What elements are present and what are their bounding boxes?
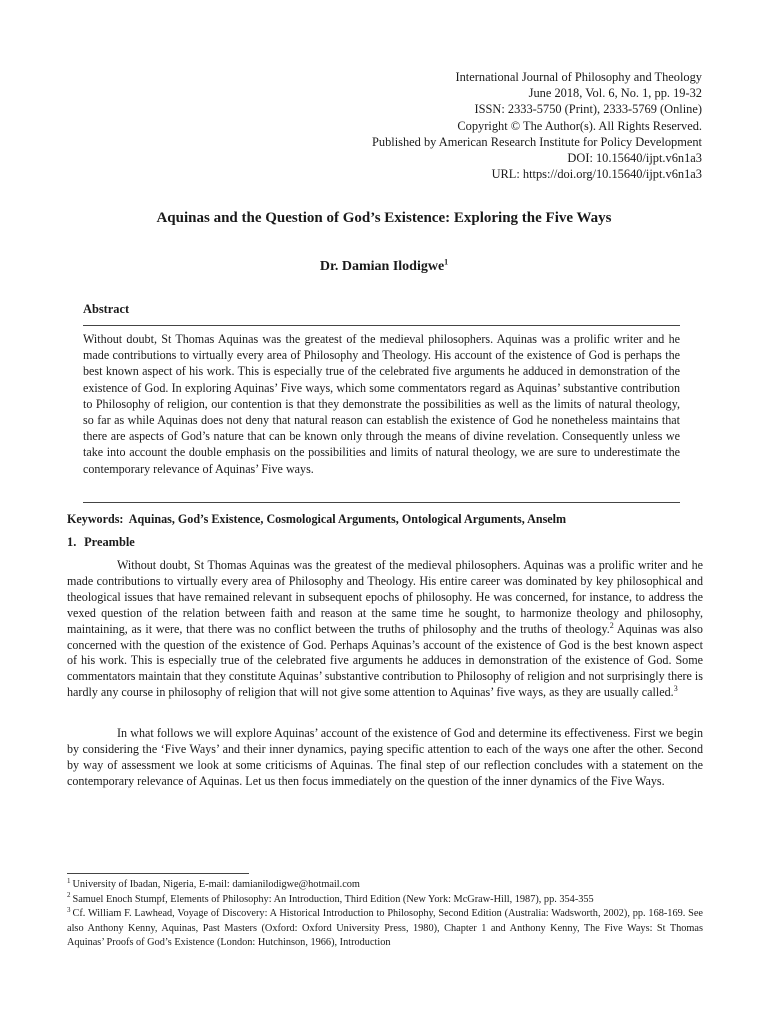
footnote bbox=[67, 893, 703, 908]
footnote-text: Samuel Enoch Stumpf, Elements of Philosophy: An Introduction, Third Edition (New York: McGraw-Hill, 1987), pp. 354-355 bbox=[72, 893, 594, 905]
section-heading bbox=[67, 535, 135, 550]
footnote-number: 1 bbox=[67, 876, 71, 885]
journal-masthead bbox=[372, 69, 702, 182]
paragraph-1-text-a: Without doubt, St Thomas Aquinas was the greatest of the medieval philosophers. Aquinas was a prolific writer and he made contributions to virtually every area of Philosophy and Theology. His entire career was dominated by key philosophical and theological issues that have remained relevant in subsequent epochs of philosophy. He was concerned, for instance, to address the vexed question of the relation between faith and reason at the same time he sought, to harmonize theology and philosophy, maintaining, as it were, that there was no conflict between the truths of philosophy and the truths of theology. bbox=[67, 558, 703, 636]
abstract-body: Without doubt, St Thomas Aquinas was the greatest of the medieval philosophers. Aquinas was a prolific writer and he made contributions to virtually every area of Philosophy and Theology. His account of the existence of God is perhaps the best known aspect of his work. This is especially true of the celebrated five arguments he adduced in demonstration of the existence of God. In exploring Aquinas’ Five ways, which some commentators regard as Aquinas’ substantive contribution to Philosophy of religion, our contention is that they demonstrate the possibilities as well as the limits of natural theology, so far as while Aquinas does not deny that natural reason can establish the existence of God he nonetheless maintains that there are aspects of God’s nature that can be known only through the means of divine revelation. Consequently unless we take into account the double emphasis on the possibilities and limits of natural theology, we are sure to underestimate the contemporary relevance of Aquinas’ Five ways. bbox=[83, 332, 680, 476]
footnote-ref-3[interactable]: 3 bbox=[673, 684, 678, 694]
doi-url: URL: https://doi.org/10.15640/ijpt.v6n1a3 bbox=[491, 167, 702, 182]
footnote-separator bbox=[67, 873, 249, 874]
journal-issue: June 2018, Vol. 6, No. 1, pp. 19-32 bbox=[528, 86, 702, 101]
copyright-notice: Copyright © The Author(s). All Rights Reserved. bbox=[457, 118, 702, 133]
footnote-text: Cf. William F. Lawhead, Voyage of Discovery: A Historical Introduction to Philosophy, Second Edition (Australia: Wadsworth, 2002), pp. 168-169. See also Anthony Kenny, Aquinas, Past Masters (Oxford: Oxford University Press, 1980), Chapter 1 and Anthony Kenny, The Five Ways: St Thomas Aquinas’ Proofs of God’s Existence (London: Hutchinson, 1966), Introduction bbox=[67, 908, 703, 949]
journal-name: International Journal of Philosophy and Theology bbox=[455, 70, 702, 84]
section-title: Preamble bbox=[84, 535, 135, 549]
abstract-heading: Abstract bbox=[83, 302, 130, 316]
paper-title: Aquinas and the Question of God’s Existence: Exploring the Five Ways bbox=[156, 210, 612, 226]
footnote-number: 3 bbox=[67, 905, 71, 914]
doi: DOI: 10.15640/ijpt.v6n1a3 bbox=[567, 151, 702, 166]
paragraph-1-text-b: Aquinas was also concerned with the question of the existence of God. Perhaps Aquinas’s account of the existence of God is the best known aspect of his work. This is especially true of the celebrated five arguments he adduces in demonstration of the existence of God. Some commentators maintain that they constitute Aquinas’ substantive contribution to Philosophy of religion and not surprisingly there is hardly any course in philosophy of religion that will not give some attention to Aquinas’ five ways, as they are usually called. bbox=[67, 621, 703, 700]
footnote-ref-2[interactable]: 2 bbox=[609, 620, 614, 630]
footnote-number: 2 bbox=[67, 891, 71, 900]
footnote bbox=[67, 907, 703, 951]
section-number: 1. bbox=[67, 535, 77, 549]
body-paragraph-1 bbox=[67, 558, 703, 701]
keywords bbox=[67, 512, 707, 527]
footnote-text: University of Ibadan, Nigeria, E-mail: damianilodigwe@hotmail.com bbox=[72, 879, 360, 890]
journal-issn: ISSN: 2333-5750 (Print), 2333-5769 (Online) bbox=[474, 102, 702, 117]
abstract-bottom-rule bbox=[83, 502, 680, 503]
author-line bbox=[0, 259, 768, 275]
body-paragraph-2: In what follows we will explore Aquinas’ account of the existence of God and determine its effectiveness. First we begin by considering the ‘Five Ways’ and their inner dynamics, paying specific attention to each of the ways one after the other. Second by way of assessment we look at some criticisms of Aquinas. The final step of our reflection concludes with a statement on the contemporary relevance of Aquinas. Let us then focus immediately on the question of the inner dynamics of the Five Ways. bbox=[67, 726, 703, 788]
publisher: Published by American Research Institute for Policy Development bbox=[372, 134, 702, 149]
footnote bbox=[67, 878, 703, 893]
footnotes bbox=[67, 878, 703, 951]
author-name: Dr. Damian Ilodigwe bbox=[319, 259, 445, 274]
author-footnote-marker: 1 bbox=[444, 257, 449, 267]
keywords-label: Keywords: bbox=[67, 512, 124, 526]
abstract-top-rule bbox=[83, 325, 680, 326]
keywords-text: Aquinas, God’s Existence, Cosmological Arguments, Ontological Arguments, Anselm bbox=[128, 512, 567, 526]
